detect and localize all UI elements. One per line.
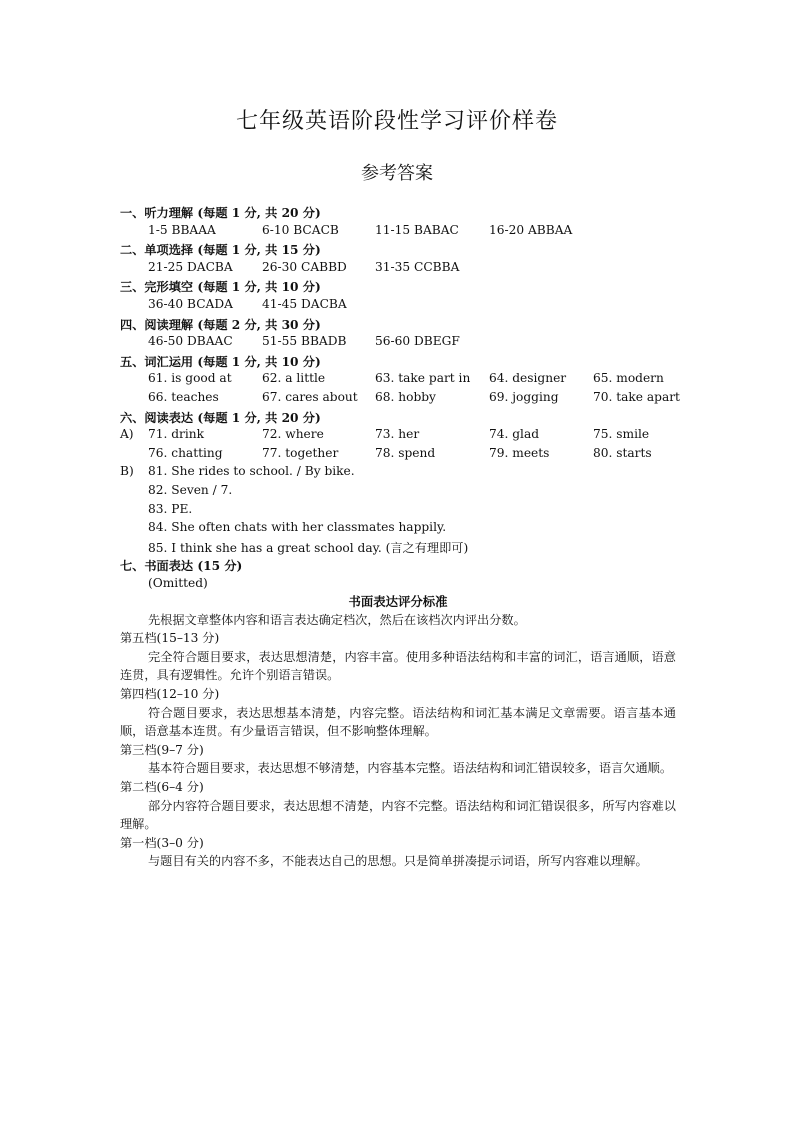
rubric-level-1-desc: 与题目有关的内容不多，不能表达自己的思想。只是简单拼凑提示词语，所写内容难以理解。 [148, 854, 648, 869]
answer-item: 78. spend [375, 445, 436, 460]
section-2-answers [120, 259, 680, 278]
section-6-a-row-1 [120, 426, 680, 445]
answer-item: 62. a little [262, 371, 326, 386]
section-1-heading: 一、听力理解 (每题 1 分, 共 20 分) [120, 206, 321, 220]
rubric-level-4-desc: 符合题目要求，表达思想基本清楚，内容完整。语法结构和词汇基本满足文章需要。语言基本通顺，语意基本连贯。有少量语言错误，但不影响整体理解。 [120, 705, 676, 739]
answer-item: 82. Seven / 7. [148, 482, 233, 497]
answer-item: 21-25 DACBA [148, 259, 233, 274]
rubric-level-3-desc: 基本符合题目要求，表达思想不够清楚，内容基本完整。语法结构和词汇错误较多，语言欠通顺。 [148, 761, 673, 776]
answer-item: 41-45 DACBA [262, 296, 347, 311]
answer-item: 31-35 CCBBA [375, 259, 460, 274]
page-subtitle: 参考答案 [361, 163, 433, 184]
answer-key [120, 203, 680, 593]
rubric-level-5-name: 第五档(15–13 分) [120, 631, 220, 646]
answer-item: 56-60 DBEGF [375, 334, 460, 349]
answer-item: 81. She rides to school. / By bike. [148, 464, 355, 479]
answer-item: 72. where [262, 427, 324, 442]
answer-item: 46-50 DBAAC [148, 334, 233, 349]
answer-item: 85. I think she has a great school day. (言之有理即可) [148, 540, 469, 555]
answer-item: 79. meets [489, 445, 550, 460]
rubric-intro: 先根据文章整体内容和语言表达确定档次，然后在该档次内评出分数。 [148, 612, 526, 627]
section-6-b-row-4 [120, 519, 680, 538]
section-6-b-row-1 [120, 463, 680, 482]
answer-item: 77. together [262, 445, 339, 460]
answer-item: 6-10 BCACB [262, 222, 339, 237]
answer-item: 11-15 BABAC [375, 222, 459, 237]
part-a-label: A) [120, 427, 134, 442]
part-b-label: B) [120, 464, 134, 479]
answer-item: 73. her [375, 427, 420, 442]
section-6-b-row-2 [120, 482, 680, 501]
answer-item: 80. starts [593, 445, 652, 460]
answer-item: 76. chatting [148, 445, 223, 460]
answer-item: 71. drink [148, 427, 205, 442]
page-title: 七年级英语阶段性学习评价样卷 [235, 109, 558, 134]
rubric-level-2-desc: 部分内容符合题目要求，表达思想不清楚，内容不完整。语法结构和词汇错误很多，所写内容难以理解。 [120, 798, 676, 832]
section-2-heading: 二、单项选择 (每题 1 分, 共 15 分) [120, 243, 321, 258]
answer-item: 1-5 BBAAA [148, 222, 216, 237]
answer-item: 64. designer [489, 371, 567, 386]
answer-item: 70. take apart [593, 389, 680, 404]
rubric-level-3-name: 第三档(9–7 分) [120, 742, 204, 757]
section-1-answers [120, 222, 680, 241]
section-7-heading: 七、书面表达 (15 分) [120, 559, 243, 574]
section-4-answers [120, 333, 680, 352]
answer-item: 83. PE. [148, 501, 193, 516]
section-6-heading: 六、阅读表达 (每题 1 分, 共 20 分) [120, 410, 321, 425]
section-5-row-1 [120, 370, 680, 389]
section-7-note [120, 575, 680, 594]
section-6-b-row-3 [120, 501, 680, 520]
answer-item: 66. teaches [148, 389, 219, 404]
answer-item: 67. cares about [262, 389, 358, 404]
section-6-b-row-5 [120, 538, 680, 557]
answer-item: 36-40 BCADA [148, 296, 233, 311]
writing-rubric [120, 592, 676, 871]
section-4-heading: 四、阅读理解 (每题 2 分, 共 30 分) [120, 317, 321, 332]
answer-item: 75. smile [593, 427, 650, 442]
answer-item: 68. hobby [375, 389, 436, 404]
section-5-row-2 [120, 389, 680, 408]
section-3-answers [120, 296, 680, 315]
answer-item: 26-30 CABBD [262, 259, 347, 274]
rubric-level-4-name: 第四档(12–10 分) [120, 686, 220, 701]
section-6-a-row-2 [120, 445, 680, 464]
omitted-note: (Omitted) [148, 575, 208, 590]
rubric-title: 书面表达评分标准 [348, 594, 448, 609]
answer-item: 61. is good at [148, 371, 232, 386]
section-5-heading: 五、词汇运用 (每题 1 分, 共 10 分) [120, 354, 321, 369]
answer-item: 63. take part in [375, 371, 471, 386]
section-3-heading: 三、完形填空 (每题 1 分, 共 10 分) [120, 280, 321, 295]
answer-item: 74. glad [489, 427, 540, 442]
answer-item: 69. jogging [489, 389, 559, 404]
answer-item: 84. She often chats with her classmates happily. [148, 520, 447, 535]
rubric-level-5-desc: 完全符合题目要求，表达思想清楚，内容丰富。使用多种语法结构和丰富的词汇，语言通顺，语意连贯，具有逻辑性。允许个别语言错误。 [120, 649, 676, 683]
answer-item: 65. modern [593, 371, 664, 386]
rubric-level-2-name: 第二档(6–4 分) [120, 779, 204, 794]
answer-item: 16-20 ABBAA [489, 222, 573, 237]
answer-item: 51-55 BBADB [262, 334, 347, 349]
rubric-level-1-name: 第一档(3–0 分) [120, 835, 204, 850]
